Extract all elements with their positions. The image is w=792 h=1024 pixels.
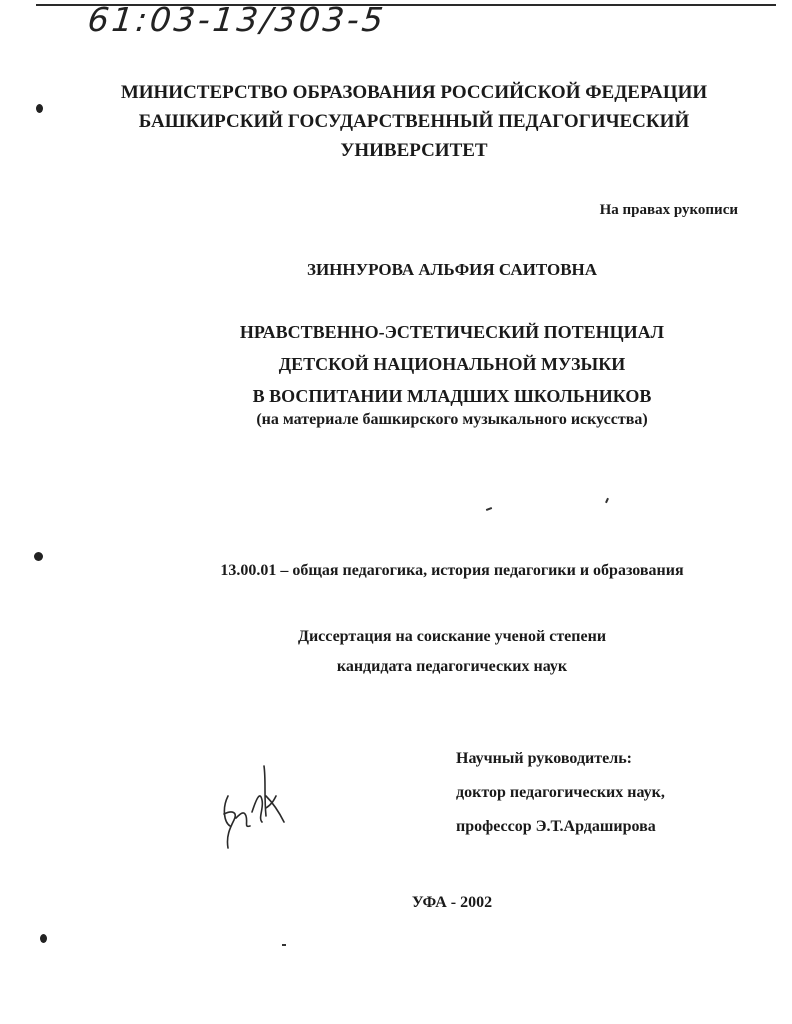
author-name: ЗИННУРОВА АЛЬФИЯ САИТОВНА	[306, 260, 598, 279]
supervisor-block	[456, 742, 665, 844]
binder-hole-mark	[36, 104, 43, 113]
manuscript-note: На правах рукописи	[599, 202, 738, 218]
degree-statement	[56, 622, 792, 682]
degree-line-2: кандидата педагогических наук	[336, 658, 568, 675]
supervisor-degree: доктор педагогических наук,	[456, 784, 665, 801]
title-line-3: В ВОСПИТАНИИ МЛАДШИХ ШКОЛЬНИКОВ	[252, 386, 652, 406]
ministry-line-1: МИНИСТЕРСТВО ОБРАЗОВАНИЯ РОССИЙСКОЙ ФЕДЕРАЦИИ	[120, 82, 708, 103]
title-line-2: ДЕТСКОЙ НАЦИОНАЛЬНОЙ МУЗЫКИ	[278, 354, 626, 374]
dissertation-title	[56, 316, 792, 412]
city-year: УФА - 2002	[411, 894, 493, 911]
signature-mark	[214, 756, 294, 856]
scan-speck	[605, 498, 609, 503]
ministry-header	[34, 78, 792, 165]
scan-speck	[486, 507, 492, 511]
supervisor-label: Научный руководитель:	[456, 750, 632, 767]
binder-hole-mark	[34, 552, 43, 561]
title-line-1: НРАВСТВЕННО-ЭСТЕТИЧЕСКИЙ ПОТЕНЦИАЛ	[239, 322, 665, 342]
archive-code: 61:03-13/303-5	[85, 0, 389, 39]
scan-speck	[282, 944, 286, 946]
supervisor-name: профессор Э.Т.Ардаширова	[456, 818, 656, 835]
ministry-line-2: БАШКИРСКИЙ ГОСУДАРСТВЕННЫЙ ПЕДАГОГИЧЕСКИЙ	[138, 111, 690, 132]
dissertation-subtitle: (на материале башкирского музыкального искусства)	[256, 411, 648, 428]
ministry-line-3: УНИВЕРСИТЕТ	[340, 140, 488, 161]
binder-hole-mark	[40, 934, 47, 943]
specialty-code: 13.00.01 – общая педагогика, история педагогики и образования	[220, 562, 684, 579]
degree-line-1: Диссертация на соискание ученой степени	[297, 628, 607, 645]
